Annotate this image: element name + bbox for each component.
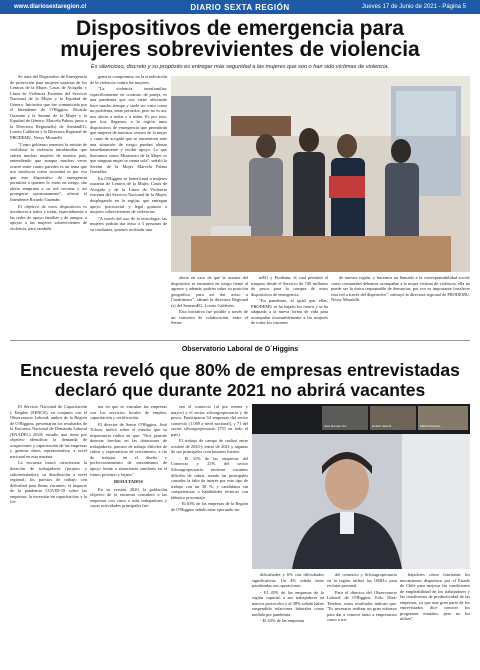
paragraph: El director de Sence O'Higgins, José Toloza, indicó sobre el estudio que su importancia radica en que: "Nos permite detectar brechas en las dotaciones de trabajadores, puestos de trabajo difíciles de cubrir y expectativas de crecimiento, a fin de trabajar en el diseño y perfeccionamiento de mecanismos de apoyo frente a situaciones similares en el futuro próximo y lejano". — [90, 421, 167, 477]
article1-column-2 — [90, 74, 167, 332]
video-call-photo — [252, 404, 470, 569]
participant-label: Maria Cordova... — [420, 424, 443, 428]
paragraph: bajadores cómo funcionan los mecanismos dispuestos por el Estado de Chile para mejorar las condiciones de empleabilidad de los trabajadores y las condiciones de productividad de las empresas, ya que una gran parte de los entrevistados dice conocer los programas estatales, pero no los utiliza". — [400, 572, 470, 622]
paragraph: En O'Higgins se beneficiará a mujeres usuarias de Centros de la Mujer, Casas de Acogida y de la Línea de Violencia extrema del Servicio Nacional de la Mujer, desplegando en la región, que entregan apoyo psicosocial y legal gratuito a mujeres sobrevivientes de violencias. — [90, 175, 167, 215]
article1-title-line1: Dispositivos de emergencia para — [76, 17, 404, 40]
issue-date: Jueves 17 de Junio de 2021 - Página 5 — [361, 4, 466, 10]
meeting-photo-illustration — [171, 76, 470, 272]
paragraph: alerta en caso de que la usuaria del dispositivo se encuentre en riesgo frente al agresor y además podrán saber su posición geográfica, para así dar aviso a Carabineros", afirmó la directora Regional (s) del SernamEG, Loreto Calderón. — [171, 275, 248, 308]
paragraph: de nuestra región, y hacemos un llamado a la corresponsabilidad social, como comunidad debemos acompañar a la mujer víctima de violencia, ella no puede ser la única responsable de denunciar, por eso es importante fortalecer esta red a través del dispositivo", subrayó la directora regional de PRODEMU, Nessy Moratelli. — [331, 275, 470, 303]
paragraph: El trabajo de campo de realizó entre octubre de 2020 y enero de 2021 y algunas de sus principales conclusiones fueron: — [171, 438, 248, 455]
results-heading: RESULTADOS — [113, 479, 144, 485]
article1-photo — [171, 76, 470, 272]
paragraph: "A través del uso de la tecnología, las mujeres podrán dar aviso a 3 personas de su confianza, quienes recibirán una — [90, 215, 167, 232]
paragraph: mEG y Prodemu, el cual permitió el traspaso desde el Servicio de 740 millones de pesos para la compra de estos dispositivos de emergencia. — [251, 275, 328, 297]
paragraph: "En pandemia, al igual que ellas, PRODEMU se ha bajado los frenos y se ha adaptado a la nueva forma de vida para acompañar incansablemente a las mujeres de todos los rincones — [251, 298, 328, 326]
article2-column-2 — [90, 404, 167, 666]
section-divider — [10, 340, 470, 341]
paragraph: "La violencia intrafamiliar, específicamente en contexto de pareja, es una pandemia que nos viene afectando hace mucho tiempo y suele ser visto como un problema, entre privados, pero no es así, nos afecta a todos y a todas. Es por esto, que hoy llegamos a la región unos dispositivos de emergencia que permitirán que mujeres de nuestros centros de la mujer y casas de acogida que se encuentren ante una situación de riesgo puedan alertar inmediatamente y recibir apoyo. Lo que buscamos como Ministerio de la Mujer es que ninguna mujer se sienta sola", señaló la Seremi de la Mujer Marcela Palma González. — [90, 86, 167, 175]
article2-title — [10, 360, 470, 400]
paragraph: La encuesta buscó caracterizar la dotación de trabajadores (propios y subcontratados); su distribución a nivel regional; los puestos de trabajo con dificultad para llenar vacantes; el impacto de la pandemia COVID-19 sobre las empresas; la inversión en capacitación; y la for- — [10, 460, 87, 505]
article2-column-6 — [400, 572, 470, 666]
site-url[interactable]: www.diariosextaregion.cl — [14, 4, 87, 10]
participant-label: Robert Jara M... — [372, 424, 394, 428]
paragraph: "Como gobierno tenemos la misión de visibilizar la violencia intrafamiliar que sufren muchas mujeres de nuestro país, entendiendo que aunque muchas veces ocurre entre cuatro paredes es un tema que nos involucra como sociedad es por eso que este dispositivo de emergencia permitirá a quienes lo estén en riesgo, dar alerta temprana a su red cercana y así protegerse oportunamente", afirmó el Intendente Ricardo Guzmán. — [10, 141, 87, 203]
paragraph: ma en que se vinculan las empresas con los servicios locales de empleo, capacitación y certificación. — [90, 404, 167, 421]
paper-name: DIARIO SEXTA REGIÓN — [190, 2, 290, 12]
article1-column-3 — [171, 275, 248, 335]
paragraph: - El 63% de las empresas de la Región de O'Higgins señaló estar operando sin — [171, 501, 248, 512]
paragraph: generar compromiso en la erradicación de la violencia contra las mujeres. — [90, 74, 167, 85]
paragraph: - El 45% de las empresas de la región capacitó a sus trabajadores en nuevos protocolos y el 38% señaló haber suspendido relaciones laborales como medida por pandemia. — [252, 589, 324, 617]
article2-column-4 — [252, 572, 324, 666]
article1-title-line2: mujeres sobrevivientes de violencia — [60, 38, 420, 61]
paragraph: dificultades y 6% con dificultades significativas. Un 4% señala tener paralizadas sus operaciones. — [252, 572, 324, 589]
paragraph: Esta iniciativa fue posible a través de un convenio de colaboración, entre el Serna- — [171, 309, 248, 326]
article1-title — [10, 18, 470, 60]
article1-column-1 — [10, 74, 87, 332]
paragraph: sen el comercio (al por menor y mayor) y el sector silvoagropecuario y de pesca. Participaron 54 empresas del sector comercio (1.069 a nivel nacional), y 71 del sector silvoagropecuario (755 en todo el país). — [171, 404, 248, 437]
paragraph: El objetivo de estos dispositivos es involucrar a todos y todas, especialmente a las redes de apoyo familiar y de amigos, a apoyar a las mujeres sobrevivientes de violencia, pero también — [10, 203, 87, 231]
paragraph: En su versión 2020, la población objetivo de la encuesta consideró a las empresas con cinco o más trabajadores y cuyas actividades principales fue- — [90, 486, 167, 509]
video-call-illustration — [252, 404, 470, 569]
article2-kicker: Observatorio Laboral de O´Higgins — [181, 346, 299, 353]
paragraph: Para el director del Observatorio Laboral de O'Higgins, Eolo Díaz-Tendero, estos resultados indican que: "Es necesario realizar un gran esfuerzo para dar a conocer tanto a empresarios como a tra- — [327, 589, 397, 623]
article1-column-4 — [251, 275, 328, 335]
paragraph: del comercio y Silvoagropecuario en la región utilizó las OMILs para reclutar personal. — [327, 572, 397, 589]
article1-subtitle: Es silencioso, discreto y su propósito es entregar más seguridad a las mujeres que son o han sido víctimas de violencia. — [90, 64, 390, 70]
participant-label: José Roman Tol... — [324, 424, 348, 428]
article2-column-1 — [10, 404, 87, 666]
paragraph: Se trata del Dispositivo de Emergencia de protección para mujeres usuarias de los Centros de la Mujer, Casas de Acogida, y Línea de Violencia Extrema del Servicio Nacional de la Mujer y la Equidad de Género. Iniciativa que fue comunicada por el Intendente de O'Higgins, Ricardo Guzmán y la Seremi de la Mujer y la Equidad de Género, Marcela Palma, junto a la Directora Regional(s) de SernamEG, Loreto Calderón y la Directora Regional de PRODEMU, Nessy Moratelli. — [10, 74, 87, 141]
article2-column-3 — [171, 404, 248, 666]
paragraph: - El 43% de las empresas — [260, 618, 305, 624]
paragraph: El Servicio Nacional de Capacitación y Empleo (SENCE), en conjunto con el Observatorio Laboral, ambos de la Región de O'Higgins, presentaron los resultados de la Encuesta Nacional de Demanda Laboral (ENADEL) 2020; estudio que tiene por objetivo identificar la demanda de ocupaciones y capacitación de las empresas y generar datos representativos a nivel nacional en esta materia. — [10, 404, 87, 459]
masthead — [0, 0, 480, 14]
paragraph: - El 31% de las empresas del Comercio y 25% del sector Silvoagropecuario tuvieron vacantes difíciles de cubrir, siendo las principales causales la falta de interés por este tipo de trabajo con un 38 %; y candidatos sin competencias o habilidades técnicas con idéntico porcentaje. — [171, 455, 248, 500]
article2-title-line1: Encuesta reveló que 80% de empresas entrevistadas — [20, 360, 460, 380]
article2-title-line2: declaró que durante 2021 no abrirá vacantes — [54, 380, 426, 400]
article2-column-5 — [327, 572, 397, 666]
article1-column-5 — [331, 275, 470, 335]
